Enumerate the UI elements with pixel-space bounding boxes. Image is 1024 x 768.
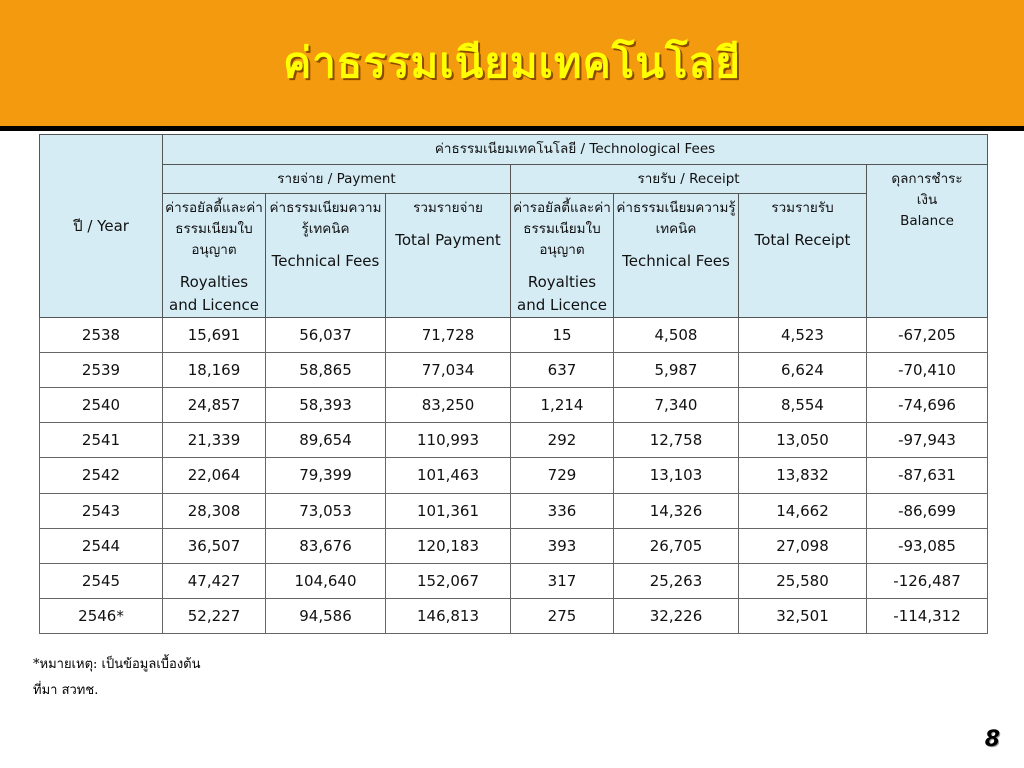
column-header-thai: ค่ารอยัลตี้และค่าธรรมเนียมใบอนุญาต [513, 200, 611, 258]
balance-header-thai-2: เงิน [916, 192, 938, 208]
value-cell: -114,312 [867, 598, 988, 633]
table-row [40, 458, 988, 493]
value-cell: 336 [511, 493, 614, 528]
year-cell: 2539 [40, 353, 163, 388]
value-cell: 4,508 [614, 318, 739, 353]
value-cell: 25,263 [614, 563, 739, 598]
value-cell: 120,183 [386, 528, 511, 563]
page-number: 8 [984, 727, 1000, 752]
note-preliminary: *หมายเหตุ: เป็นข้อมูลเบื้องต้น [33, 657, 201, 672]
table-row [40, 423, 988, 458]
technological-fees-header: ค่าธรรมเนียมเทคโนโลยี / Technological Fees [163, 135, 988, 165]
value-cell: 32,226 [614, 598, 739, 633]
column-header [163, 194, 266, 318]
value-cell: 6,624 [739, 353, 867, 388]
value-cell: 393 [511, 528, 614, 563]
column-header-thai: รวมรายจ่าย [413, 200, 483, 216]
value-cell: 79,399 [266, 458, 386, 493]
column-header [614, 194, 739, 318]
fees-table-container [39, 134, 987, 634]
value-cell: 22,064 [163, 458, 266, 493]
column-header-thai: ค่ารอยัลตี้และค่าธรรมเนียมใบอนุญาต [165, 200, 263, 258]
value-cell: -126,487 [867, 563, 988, 598]
value-cell: 14,662 [739, 493, 867, 528]
value-cell: 275 [511, 598, 614, 633]
value-cell: 12,758 [614, 423, 739, 458]
column-header-thai: รวมรายรับ [771, 200, 834, 216]
value-cell: 58,393 [266, 388, 386, 423]
value-cell: 13,050 [739, 423, 867, 458]
year-cell: 2538 [40, 318, 163, 353]
value-cell: 32,501 [739, 598, 867, 633]
value-cell: 18,169 [163, 353, 266, 388]
value-cell: 94,586 [266, 598, 386, 633]
payment-header: รายจ่าย / Payment [163, 165, 511, 194]
table-row [40, 353, 988, 388]
column-header [511, 194, 614, 318]
value-cell: 317 [511, 563, 614, 598]
value-cell: 28,308 [163, 493, 266, 528]
value-cell: 27,098 [739, 528, 867, 563]
column-header [739, 194, 867, 318]
value-cell: 104,640 [266, 563, 386, 598]
value-cell: 14,326 [614, 493, 739, 528]
note-source: ที่มา สวทช. [33, 683, 99, 698]
value-cell: 152,067 [386, 563, 511, 598]
value-cell: 146,813 [386, 598, 511, 633]
value-cell: 101,361 [386, 493, 511, 528]
value-cell: -93,085 [867, 528, 988, 563]
fees-table [39, 134, 988, 634]
slide-title: ค่าธรรมเนียมเทคโนโลยี [283, 38, 741, 87]
value-cell: 73,053 [266, 493, 386, 528]
column-header-row [40, 194, 988, 318]
value-cell: 71,728 [386, 318, 511, 353]
value-cell: 8,554 [739, 388, 867, 423]
slide-header [0, 0, 1024, 131]
year-cell: 2545 [40, 563, 163, 598]
year-cell: 2543 [40, 493, 163, 528]
value-cell: 4,523 [739, 318, 867, 353]
receipt-header: รายรับ / Receipt [511, 165, 867, 194]
table-row [40, 493, 988, 528]
column-header-en: Total Payment [395, 231, 501, 249]
table-row [40, 388, 988, 423]
value-cell: 110,993 [386, 423, 511, 458]
value-cell: 83,676 [266, 528, 386, 563]
value-cell: 47,427 [163, 563, 266, 598]
value-cell: -87,631 [867, 458, 988, 493]
balance-header-thai-1: ดุลการชำระ [891, 171, 963, 187]
column-header-thai: ค่าธรรมเนียมความรู้เทคนิค [616, 200, 736, 237]
table-row [40, 528, 988, 563]
column-header-en: Royalties and Licence [169, 273, 259, 314]
column-header-en: Technical Fees [622, 252, 730, 270]
value-cell: 36,507 [163, 528, 266, 563]
value-cell: 58,865 [266, 353, 386, 388]
balance-header [867, 165, 988, 318]
value-cell: 7,340 [614, 388, 739, 423]
value-cell: 1,214 [511, 388, 614, 423]
value-cell: 56,037 [266, 318, 386, 353]
value-cell: 21,339 [163, 423, 266, 458]
table-row [40, 318, 988, 353]
value-cell: -67,205 [867, 318, 988, 353]
value-cell: -70,410 [867, 353, 988, 388]
column-header-en: Total Receipt [754, 231, 851, 249]
value-cell: 52,227 [163, 598, 266, 633]
column-header-thai: ค่าธรรมเนียมความรู้เทคนิค [269, 200, 382, 237]
column-header [266, 194, 386, 318]
value-cell: 13,832 [739, 458, 867, 493]
year-cell: 2542 [40, 458, 163, 493]
table-body [40, 318, 988, 634]
value-cell: 13,103 [614, 458, 739, 493]
table-row [40, 598, 988, 633]
value-cell: 15 [511, 318, 614, 353]
value-cell: -97,943 [867, 423, 988, 458]
footnotes [33, 652, 201, 704]
value-cell: 292 [511, 423, 614, 458]
value-cell: -74,696 [867, 388, 988, 423]
value-cell: 729 [511, 458, 614, 493]
table-row [40, 563, 988, 598]
year-cell: 2544 [40, 528, 163, 563]
value-cell: 26,705 [614, 528, 739, 563]
value-cell: 77,034 [386, 353, 511, 388]
value-cell: -86,699 [867, 493, 988, 528]
value-cell: 15,691 [163, 318, 266, 353]
value-cell: 24,857 [163, 388, 266, 423]
year-header: ปี / Year [40, 135, 163, 318]
year-cell: 2546* [40, 598, 163, 633]
column-header-en: Technical Fees [271, 252, 380, 270]
column-header [386, 194, 511, 318]
value-cell: 637 [511, 353, 614, 388]
year-cell: 2540 [40, 388, 163, 423]
balance-header-en: Balance [900, 213, 954, 229]
value-cell: 83,250 [386, 388, 511, 423]
column-header-en: Royalties and Licence [517, 273, 607, 314]
value-cell: 89,654 [266, 423, 386, 458]
year-cell: 2541 [40, 423, 163, 458]
value-cell: 25,580 [739, 563, 867, 598]
value-cell: 5,987 [614, 353, 739, 388]
value-cell: 101,463 [386, 458, 511, 493]
